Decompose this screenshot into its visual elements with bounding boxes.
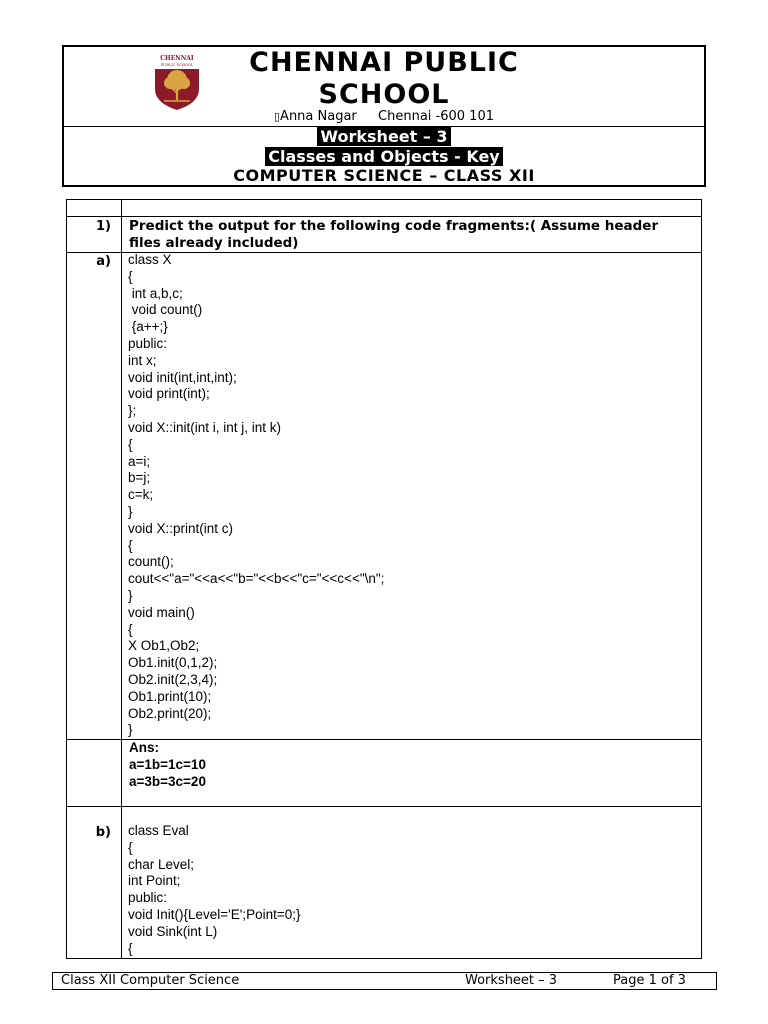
svg-text:PUBLIC SCHOOL: PUBLIC SCHOOL bbox=[160, 63, 194, 67]
code-line: } bbox=[128, 587, 133, 603]
code-line: void main() bbox=[128, 604, 195, 620]
code-line: int Point; bbox=[128, 873, 181, 889]
row-divider bbox=[67, 216, 701, 217]
subject-title: COMPUTER SCIENCE – CLASS XII bbox=[233, 166, 535, 185]
code-line: { bbox=[128, 436, 133, 452]
school-name-line1: CHENNAI PUBLIC bbox=[249, 47, 519, 78]
page-footer bbox=[52, 972, 717, 990]
code-line: b=j; bbox=[128, 470, 151, 486]
code-line: }; bbox=[128, 403, 137, 419]
question-table bbox=[66, 199, 702, 959]
worksheet-line bbox=[64, 127, 704, 146]
school-name-line2: SCHOOL bbox=[318, 79, 450, 110]
svg-text:CHENNAI: CHENNAI bbox=[160, 55, 194, 62]
code-line: } bbox=[128, 503, 133, 519]
code-line: Ob1.init(0,1,2); bbox=[128, 655, 218, 671]
code-line: { bbox=[128, 537, 133, 553]
code-line: { bbox=[128, 839, 133, 855]
code-line: public: bbox=[128, 335, 168, 351]
question-number: 1) bbox=[96, 219, 111, 234]
code-line: void print(int); bbox=[128, 386, 210, 402]
code-line: a=i; bbox=[128, 453, 151, 469]
code-line: class Eval bbox=[128, 823, 189, 838]
school-logo bbox=[150, 53, 204, 111]
code-line: { bbox=[128, 621, 133, 637]
code-line: Ob1.print(10); bbox=[128, 688, 212, 704]
answer-line: a=3b=3c=20 bbox=[129, 774, 206, 789]
code-line: void count() bbox=[128, 302, 203, 318]
part-b-code bbox=[128, 823, 301, 957]
part-a-label: a) bbox=[96, 254, 111, 269]
code-line: int x; bbox=[128, 352, 157, 368]
code-line: Ob2.print(20); bbox=[128, 705, 212, 721]
code-line: cout<<"a="<<a<<"b="<<b<<"c="<<c<<"\n"; bbox=[128, 571, 385, 587]
code-line: c=k; bbox=[128, 487, 154, 503]
footer-course: Class XII Computer Science bbox=[61, 973, 240, 988]
question-text: Predict the output for the following code fragments:( Assume header files already included) bbox=[129, 218, 659, 251]
header-box bbox=[62, 45, 706, 187]
row-divider bbox=[67, 806, 701, 807]
code-line: int a,b,c; bbox=[128, 285, 183, 301]
code-line: } bbox=[128, 722, 133, 738]
code-line: void X::print(int c) bbox=[128, 520, 234, 536]
code-line: {a++;} bbox=[128, 319, 168, 335]
code-line: public: bbox=[128, 890, 168, 906]
code-line: char Level; bbox=[128, 856, 195, 872]
code-line: { bbox=[128, 940, 133, 956]
footer-page-number: Page 1 of 3 bbox=[613, 973, 686, 988]
code-line: void X::init(int i, int j, int k) bbox=[128, 419, 282, 435]
part-a-answer bbox=[129, 739, 206, 790]
phone-icon: ▯ bbox=[273, 110, 281, 123]
code-line: X Ob1,Ob2; bbox=[128, 638, 200, 654]
part-b-label: b) bbox=[95, 825, 111, 840]
worksheet-title: Worksheet – 3 bbox=[317, 127, 450, 146]
code-line: Ob2.init(2,3,4); bbox=[128, 671, 218, 687]
topic-line bbox=[64, 147, 704, 166]
code-line: void init(int,int,int); bbox=[128, 369, 237, 385]
school-address bbox=[234, 109, 534, 124]
code-line: count(); bbox=[128, 554, 174, 570]
code-line: { bbox=[128, 268, 133, 284]
address-text: Anna Nagar Chennai -600 101 bbox=[280, 109, 494, 124]
answer-line: a=1b=1c=10 bbox=[129, 757, 206, 772]
topic-title: Classes and Objects - Key bbox=[265, 147, 502, 166]
code-line: void Init(){Level='E';Point=0;} bbox=[128, 906, 301, 922]
part-a-code bbox=[128, 252, 384, 739]
code-line: void Sink(int L) bbox=[128, 923, 218, 939]
column-divider bbox=[121, 200, 122, 958]
code-line: class X bbox=[128, 252, 172, 267]
answer-label: Ans: bbox=[129, 740, 159, 755]
footer-worksheet: Worksheet – 3 bbox=[465, 973, 558, 988]
